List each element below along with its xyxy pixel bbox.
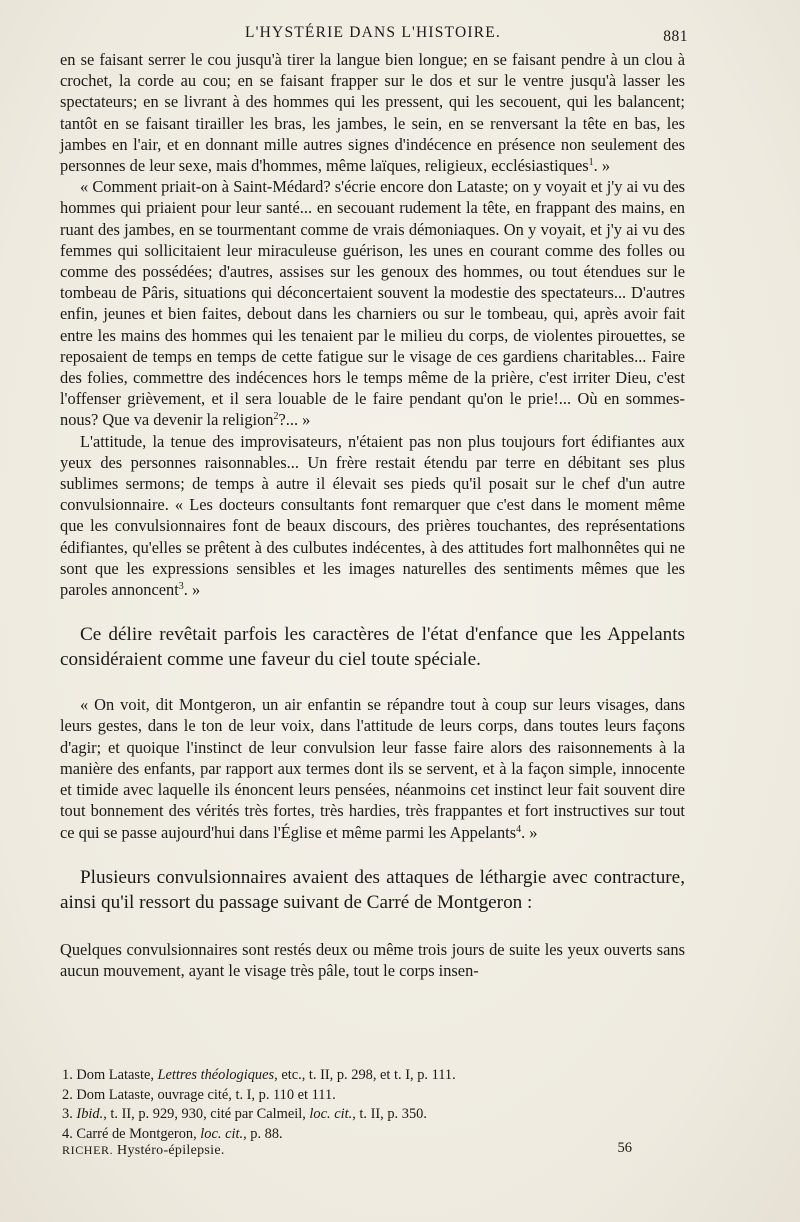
- footnote: [60, 1066, 660, 1086]
- footnote-text: Dom Lataste,: [76, 1067, 158, 1083]
- footnote-ref: 1: [588, 157, 594, 169]
- footnote: [60, 1086, 660, 1106]
- footnote-number: 4.: [62, 1125, 73, 1142]
- footnote-text: , etc., t. II, p. 298, et t. I, p. 111.: [274, 1067, 456, 1083]
- footnote-ref: 4: [516, 823, 522, 835]
- paragraph-text: « Comment priait-on à Saint-Médard? s'écrie encore don Lataste; on y voyait et j'y ai vu des hommes qui priaient pour leur santé... en secouant rudement la tête, en frappant des mains, en ruant des jambes, en se tourmentant comme de vrais démoniaques. On y voyait, et j'y ai vu des femmes qui sollicitaient leur miraculeuse guérison, les unes en courant comme des folles ou comme des possédées; d'autres, assises sur les genoux des hommes, ou tout étendues sur le tombeau de Pâris, situations qui déconcertaient souvent la modestie des spectateurs... D'autres enfin, jeunes et bien faites, debout dans les charniers ou sur le tombeau, qui, après avoir fait entre les mains des hommes qui les tenaient par le milieu du corps, de violentes pirouettes, se reposaient de temps en temps de cette fatigue sur le visage de ces gardiens charitables... Faire des folies, commettre des indécences hors le temps même de la prière, c'est irriter Dieu, c'est l'offenser grièvement, et il sera louable de le faire pendant qu'on le prie!... Où en sommes-nous? Que va devenir la religion: [60, 177, 685, 430]
- paragraph-saint-medard: [60, 176, 685, 430]
- paragraph-lethargie: Plusieurs convulsionnaires avaient des attaques de léthargie avec contracture, ainsi qu'il ressort du passage suivant de Carré de Montgeron :: [60, 866, 685, 913]
- footnote: [60, 1125, 660, 1145]
- footnote: [60, 1105, 660, 1125]
- paragraph-end: . »: [183, 580, 201, 600]
- footnote-text: , t. II, p. 929, 930, cité par Calmeil,: [103, 1106, 310, 1123]
- footnote-ref: 2: [273, 411, 279, 423]
- footnote-number: 2.: [62, 1086, 73, 1103]
- footnote-number: 3.: [62, 1106, 73, 1123]
- signature-author: RICHER.: [62, 1143, 114, 1157]
- footnote-title: loc. cit.: [309, 1106, 353, 1123]
- paragraph-end: ?... »: [278, 410, 311, 430]
- footnote-title: loc. cit.: [200, 1125, 244, 1142]
- printer-signature: [62, 1143, 225, 1159]
- paragraph-text: L'attitude, la tenue des improvisateurs, n'étaient pas non plus toujours fort édifiantes aux yeux des personnes raisonnables... Un frère restait étendu par terre en débitant ses plus sublimes sermons; de temps à autre il élevait ses pieds qu'il posait sur le chef d'un autre convulsionnaire. « Les docteurs consultants font remarquer que c'est dans le moment même que les convulsionnaires font de beaux discours, des prières touchantes, des représentations édifiantes, qu'elles se prêtent à des culbutes indécentes, à des attitudes fort malhonnêtes qui ne sont que les expressions sensibles et les images naturelles des sentiments mêmes que les paroles annoncent: [60, 431, 685, 600]
- footnote-ref: 3: [178, 581, 184, 593]
- footnote-title: Lettres théologiques: [157, 1067, 275, 1083]
- paragraph-convulsionnaires: Quelques convulsionnaires sont restés deux ou même trois jours de suite les yeux ouverts sans aucun mouvement, ayant le visage très pâle, tout le corps insen-: [60, 939, 685, 980]
- footnote-text: , t. II, p. 350.: [352, 1106, 427, 1123]
- paragraph-text: en se faisant serrer le cou jusqu'à tirer la langue bien longue; en se faisant pendre à un clou à crochet, la corde au cou; en se faisant frapper sur le dos et sur le ventre jusqu'à lasser les spectateurs; en se livrant à des hommes qui les pressent, qui les secouent, qui les balancent; tantôt en se faisant tirailler les bras, les jambes, le sein, en se renversant la tête en bas, les jambes en l'air, et en donnant mille autres signes d'indécence en présence non seulement des personnes de leur sexe, mais d'hommes, même laïques, religieux, ecclésiastiques: [60, 50, 685, 176]
- running-header: L'HYSTÉRIE DANS L'HISTOIRE.: [245, 24, 501, 41]
- footnotes: [60, 1066, 660, 1144]
- paragraph-text: « On voit, dit Montgeron, un air enfantin se répandre tout à coup sur leurs visages, dans leurs gestes, dans le ton de leur voix, dans l'attitude de leurs corps, dans toutes leurs façons d'agir; et quoique l'instinct de leur convulsion leur fasse faire alors des raisonnements à la manière des enfants, par rapport aux termes dont ils se servent, et à la façon simple, innocente et timide avec laquelle ils énoncent leurs pensées, néanmoins cet instinct leur fait souvent dire tout bonnement des vérités très fortes, très hardies, très frappantes et fort instructives sur tout ce qui se passe aujourd'hui dans l'Église et même parmi les Appelants: [60, 695, 685, 842]
- footnote-text: Dom Lataste, ouvrage cité, t. I, p. 110 et 111.: [76, 1086, 336, 1103]
- paragraph-montgeron-quote: [60, 694, 685, 842]
- sheet-number: 56: [617, 1140, 632, 1156]
- footnote-title: Ibid.: [76, 1106, 104, 1123]
- footnote-text: , p. 88.: [243, 1125, 283, 1142]
- page-number: 881: [663, 28, 688, 45]
- paragraph-continuation: [60, 49, 685, 176]
- paragraph-improvisateurs: [60, 431, 685, 601]
- paragraph-delire-enfance: Ce délire revêtait parfois les caractères de l'état d'enfance que les Appelants considéraient comme une faveur du ciel toute spéciale.: [60, 624, 685, 671]
- paragraph-end: . »: [593, 156, 611, 176]
- signature-title: Hystéro-épilepsie.: [117, 1143, 225, 1158]
- paragraph-end: . »: [521, 822, 538, 842]
- footnote-number: 1.: [62, 1067, 73, 1083]
- footnote-text: Carré de Montgeron,: [76, 1125, 201, 1142]
- page-body: [60, 49, 685, 981]
